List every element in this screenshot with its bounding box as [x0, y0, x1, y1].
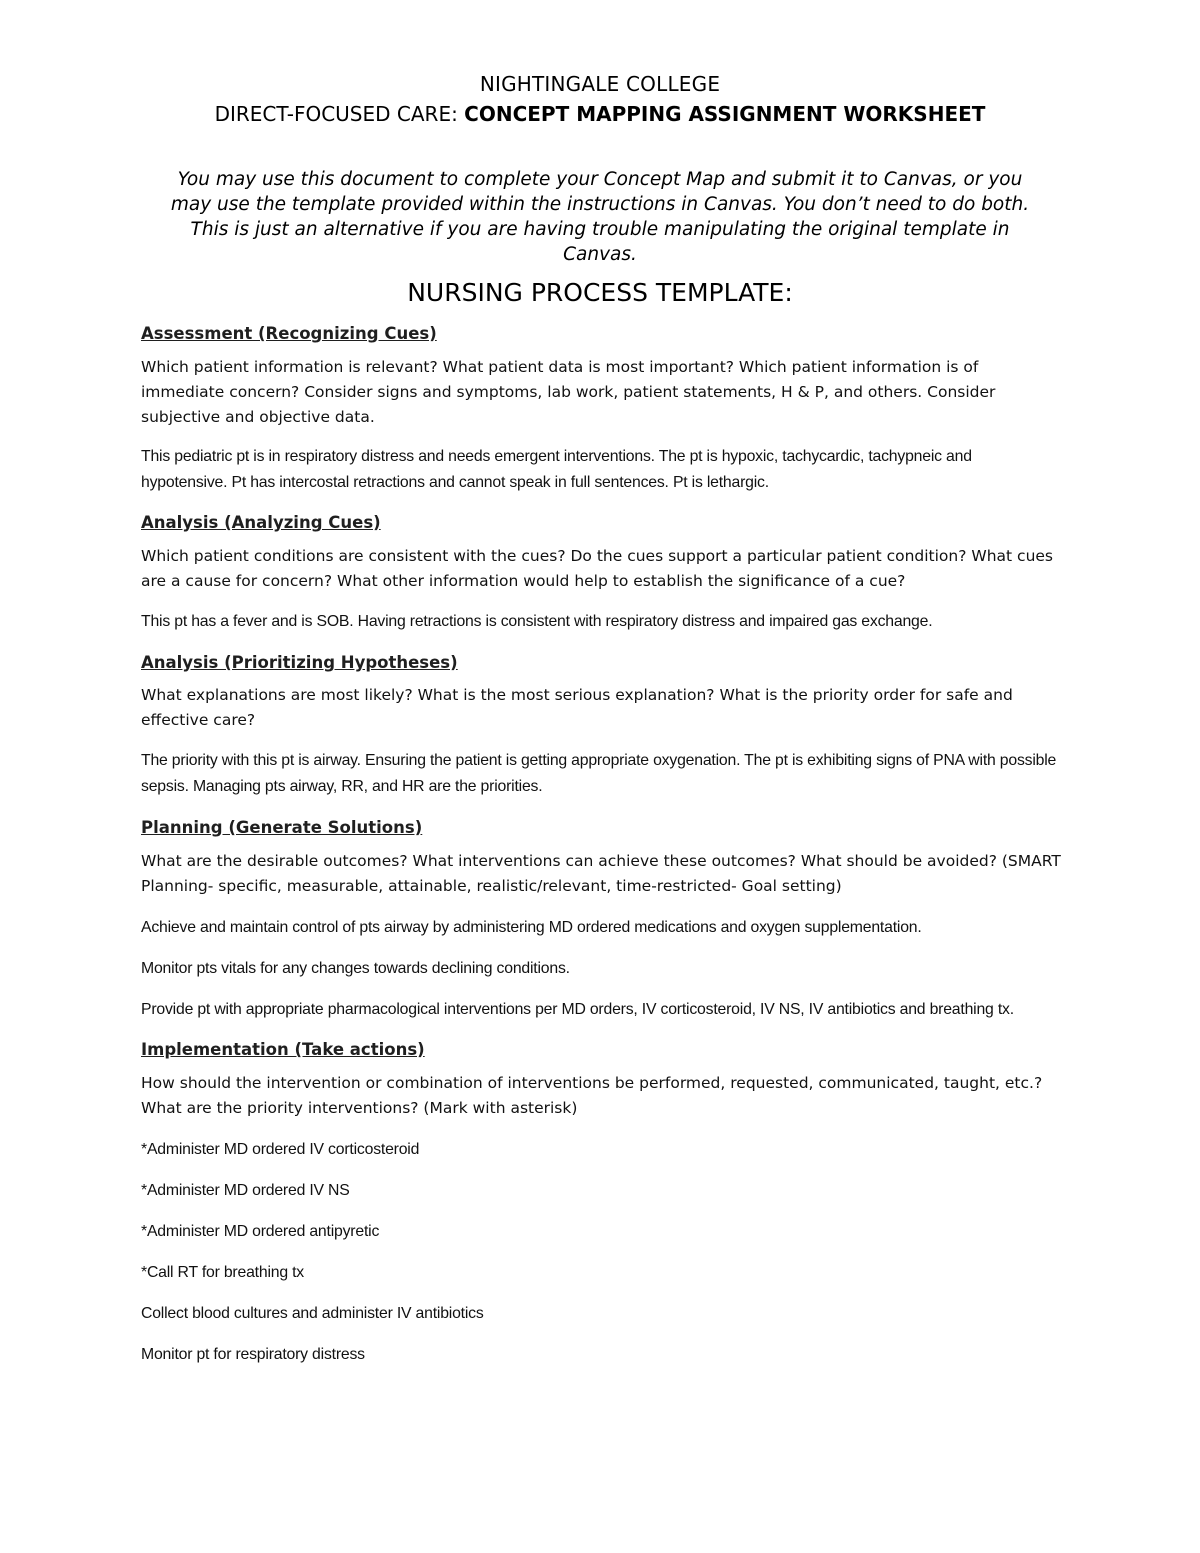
section-answer: The priority with this pt is airway. Ensuring the patient is getting appropriate oxygenation. The pt is exhibiting signs of PNA with possible sepsis. Managing pts airway, RR, and HR are the priorities.	[141, 752, 1057, 795]
college-name: NIGHTINGALE COLLEGE	[479, 72, 721, 96]
section-implementation	[141, 1038, 1061, 1368]
section-answer: *Administer MD ordered IV corticosteroid	[141, 1141, 420, 1158]
section-answer: Monitor pts vitals for any changes towards declining conditions.	[141, 960, 570, 977]
section-answer: This pediatric pt is in respiratory distress and needs emergent interventions. The pt is hypoxic, tachycardic, tachypneic and hypotensive. Pt has intercostal retractions and cannot speak in full sentences. Pt is lethargic.	[141, 448, 972, 491]
section-analysis-cues	[141, 511, 1061, 635]
section-planning	[141, 816, 1061, 1023]
nursing-process-content	[141, 322, 1061, 1368]
section-heading: Planning (Generate Solutions)	[141, 818, 423, 837]
section-prompt: What are the desirable outcomes? What interventions can achieve these outcomes? What should be avoided? (SMART Planning- specific, measurable, attainable, realistic/relevant, time-restricted- Goal setting)	[141, 852, 1061, 895]
section-answer: This pt has a fever and is SOB. Having retractions is consistent with respiratory distress and impaired gas exchange.	[141, 613, 933, 630]
section-answer: *Administer MD ordered IV NS	[141, 1182, 350, 1199]
section-answer: Collect blood cultures and administer IV antibiotics	[141, 1305, 484, 1322]
section-heading: Analysis (Prioritizing Hypotheses)	[141, 653, 458, 672]
intro-line: may use the template provided within the instructions in Canvas. You don’t need to do both.	[170, 194, 1030, 215]
section-answer: Achieve and maintain control of pts airway by administering MD ordered medications and oxygen supplementation.	[141, 919, 922, 936]
section-answer: Provide pt with appropriate pharmacological interventions per MD orders, IV corticosteroid, IV NS, IV antibiotics and breathing tx.	[141, 1001, 1014, 1018]
subtitle-prefix: DIRECT-FOCUSED CARE:	[214, 102, 465, 126]
section-prompt: Which patient conditions are consistent with the cues? Do the cues support a particular patient condition? What cues are a cause for concern? What other information would help to establish the significance of a cue?	[141, 547, 1054, 590]
intro-line: This is just an alternative if you are having trouble manipulating the original template in	[190, 219, 1010, 240]
section-prompt: How should the intervention or combination of interventions be performed, requested, communicated, taught, etc.? What are the priority interventions? (Mark with asterisk)	[141, 1074, 1043, 1117]
section-heading: Analysis (Analyzing Cues)	[141, 513, 381, 532]
section-heading: Assessment (Recognizing Cues)	[141, 324, 437, 343]
section-answer: *Administer MD ordered antipyretic	[141, 1223, 380, 1240]
section-analysis-hypotheses	[141, 651, 1061, 800]
section-assessment	[141, 322, 1061, 496]
intro-line: You may use this document to complete your Concept Map and submit it to Canvas, or you	[177, 169, 1023, 190]
section-answer: Monitor pt for respiratory distress	[141, 1346, 365, 1363]
section-prompt: What explanations are most likely? What is the most serious explanation? What is the priority order for safe and effective care?	[141, 686, 1013, 729]
document-subtitle	[0, 102, 1200, 126]
section-prompt: Which patient information is relevant? What patient data is most important? Which patient information is of immediate concern? Consider signs and symptoms, lab work, patient statements, H & P, and others. Consider subjective and objective data.	[141, 358, 996, 426]
intro-line: Canvas.	[563, 244, 637, 265]
subtitle-bold: CONCEPT MAPPING ASSIGNMENT WORKSHEET	[464, 102, 986, 126]
section-answer: *Call RT for breathing tx	[141, 1264, 304, 1281]
template-title: NURSING PROCESS TEMPLATE:	[407, 278, 793, 307]
intro-instructions	[140, 167, 1060, 267]
section-heading: Implementation (Take actions)	[141, 1040, 425, 1059]
